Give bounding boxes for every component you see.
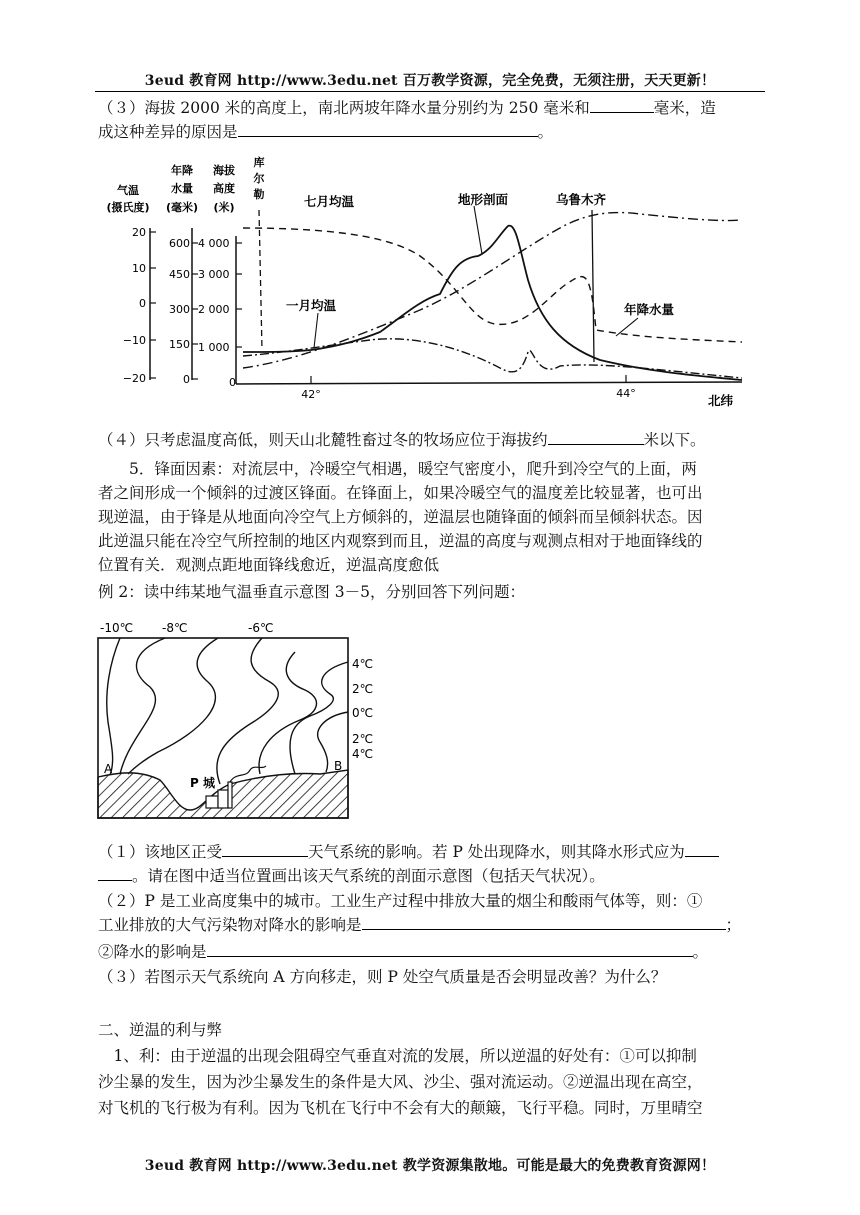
ex-q1-text-1: （１）该地区正受 (98, 843, 223, 861)
prec-tick-150: 150 (169, 338, 190, 351)
q3-text-4: 。 (537, 123, 554, 141)
x-tick-42: 42° (301, 388, 321, 401)
label-b: B (334, 759, 343, 773)
isotherm-5 (259, 652, 316, 774)
ex-q2-line-2 (98, 913, 770, 937)
vertical-temperature-figure (90, 612, 380, 832)
prec-tick-0: 0 (183, 373, 190, 386)
elev-tick-1000: 1 000 (198, 341, 230, 354)
terrain-label: 地形剖面 (458, 192, 509, 207)
ex-q2-blank-1[interactable] (362, 914, 726, 930)
header-rule (95, 91, 765, 92)
isotherm-6 (290, 662, 348, 774)
tianshan-profile-figure (0, 150, 860, 420)
right-label-0: 0℃ (352, 706, 374, 720)
top-label-minus8: -8℃ (162, 621, 188, 635)
right-label-4b: 4℃ (352, 747, 374, 761)
q3-blank-2[interactable] (238, 121, 538, 137)
label-a: A (104, 762, 113, 776)
ex-q1-line-2 (98, 864, 770, 888)
isotherm-2 (120, 638, 165, 774)
elev-tick-3000: 3 000 (198, 268, 230, 281)
q3-blank-1[interactable] (590, 97, 654, 113)
x-axis-label: 北纬 (708, 393, 734, 408)
ex-q2-text-3a: ②降水的影响是 (98, 943, 207, 961)
precip-label: 年降水量 (624, 302, 675, 317)
july-temp-label: 七月均温 (304, 194, 355, 209)
para5-line-5: 位置有关．观测点距地面锋线愈近，逆温高度愈低 (98, 556, 440, 574)
elev-axis-title-2: 高度 (213, 182, 235, 195)
jan-temp-label: 一月均温 (286, 298, 337, 313)
q4-text-2: 米以下。 (643, 431, 706, 449)
top-label-minus6: -6℃ (248, 621, 274, 635)
page-header: 3eud 教育网 http://www.3edu.net 百万教学资源，完全免费，无须注册，天天更新！ (144, 73, 716, 89)
prec-axis-title-2: 水量 (171, 182, 193, 195)
q3-text-3: 成这种差异的原因是 (98, 123, 238, 141)
para5-line-1: 5．锋面因素：对流层中，冷暖空气相遇，暖空气密度小，爬升到冷空气的上面，两 (98, 460, 697, 478)
temp-tick-10: 10 (132, 262, 146, 275)
isotherm-7 (318, 712, 348, 772)
x-tick-44: 44° (616, 387, 636, 400)
ex-q1-text-3: 。请在图中适当位置画出该天气系统的剖面示意图（包括天气状况）。 (132, 867, 605, 885)
ex-q1-text-2: 天气系统的影响。若 P 处出现降水，则其降水形式应为 (308, 843, 685, 861)
para5-line-2: 者之间形成一个倾斜的过渡区锋面。在锋面上，如果冷暖空气的温度差比较显著，也可出 (98, 484, 703, 502)
korla-label-2: 尔 (253, 172, 265, 185)
elev-axis-title-3: (米) (213, 201, 235, 214)
example2-title: 例 2：读中纬某地气温垂直示意图 3－5，分别回答下列问题： (98, 583, 525, 601)
prec-axis-title-1: 年降 (171, 164, 193, 177)
korla-marker-line (259, 210, 262, 350)
q4-line (98, 428, 770, 452)
para5-line-3: 现逆温，由于锋是从地面向冷空气上方倾斜的，逆温层也随锋面的倾斜而呈倾斜状态。因 (98, 508, 703, 526)
temp-tick-0: 0 (139, 297, 146, 310)
ex-q1-blank-1[interactable] (222, 841, 308, 857)
q3-text-2: 毫米，造 (653, 99, 716, 117)
right-label-2a: 2℃ (352, 682, 374, 696)
ex-q2-line-1: （２）P 是工业高度集中的城市。工业生产过程中排放大量的烟尘和酸雨气体等，则：① (98, 892, 703, 910)
benefit-line-3: 对飞机的飞行极为有利。因为飞机在飞行中不会有大的颠簸，飞行平稳。同时，万里晴空 (98, 1099, 703, 1117)
isotherm-4 (217, 638, 278, 784)
temp-tick-minus10: −10 (122, 334, 146, 347)
city-label: P 城 (190, 776, 215, 790)
q4-text-1: （４）只考虑温度高低，则天山北麓牲畜过冬的牧场应位于海拔约 (98, 431, 548, 449)
prec-tick-300: 300 (169, 303, 190, 316)
temp-axis-title-1: 气温 (117, 184, 139, 197)
prec-tick-450: 450 (169, 268, 190, 281)
annual-precip-curve (243, 213, 740, 368)
elev-tick-0: 0 (229, 376, 236, 389)
elev-tick-2000: 2 000 (198, 303, 230, 316)
ex-q2-text-3b: 。 (692, 943, 709, 961)
q3-line-2 (98, 120, 770, 144)
ex-q2-line-3 (98, 940, 770, 964)
ex-q2-blank-2[interactable] (207, 941, 693, 957)
elev-tick-4000: 4 000 (198, 237, 230, 250)
urumqi-label: 乌鲁木齐 (556, 192, 607, 207)
ex-q1-line-1 (98, 840, 770, 864)
ex-q2-text-2a: 工业排放的大气污染物对降水的影响是 (98, 916, 362, 934)
benefit-line-1: 1、利：由于逆温的出现会阻碍空气垂直对流的发展，所以逆温的好处有：①可以抑制 (98, 1047, 697, 1065)
elev-axis-title-1: 海拔 (213, 164, 235, 177)
isotherm-3 (128, 638, 218, 774)
isotherm-1 (107, 638, 120, 775)
ex-q1-blank-2b[interactable] (98, 865, 132, 881)
prec-axis-title-3: (毫米) (165, 201, 199, 214)
korla-label-3: 勒 (253, 188, 265, 201)
temp-axis-title-2: (摄氏度) (106, 201, 150, 214)
q3-line-1 (98, 96, 770, 120)
korla-label-1: 库 (253, 156, 265, 169)
para5-line-4: 此逆温只能在冷空气所控制的地区内观察到而且，逆温的高度与观测点相对于地面锋线的 (98, 532, 703, 550)
q3-text-1: （３）海拔 2000 米的高度上，南北两坡年降水量分别约为 250 毫米和 (98, 99, 590, 117)
urumqi-marker-line (592, 210, 594, 362)
ex-q1-blank-2a[interactable] (685, 841, 719, 857)
temp-tick-minus20: −20 (122, 372, 146, 385)
right-label-4a: 4℃ (352, 657, 374, 671)
ex-q2-text-2b: ； (725, 916, 742, 934)
right-label-2b: 2℃ (352, 732, 374, 746)
top-label-minus10: -10℃ (100, 621, 134, 635)
ex-q3-line: （３）若图示天气系统向 A 方向移走，则 P 处空气质量是否会明显改善？为什么？ (98, 968, 667, 986)
q4-blank[interactable] (548, 429, 644, 445)
page-footer: 3eud 教育网 http://www.3edu.net 教学资源集散地。可能是最大的免费教育资源网！ (144, 1158, 716, 1174)
section2-title: 二、逆温的利与弊 (98, 1021, 223, 1039)
prec-tick-600: 600 (169, 237, 190, 250)
benefit-line-2: 沙尘暴的发生，因为沙尘暴发生的条件是大风、沙尘、强对流运动。②逆温出现在高空， (98, 1073, 703, 1091)
temp-tick-20: 20 (132, 226, 146, 239)
